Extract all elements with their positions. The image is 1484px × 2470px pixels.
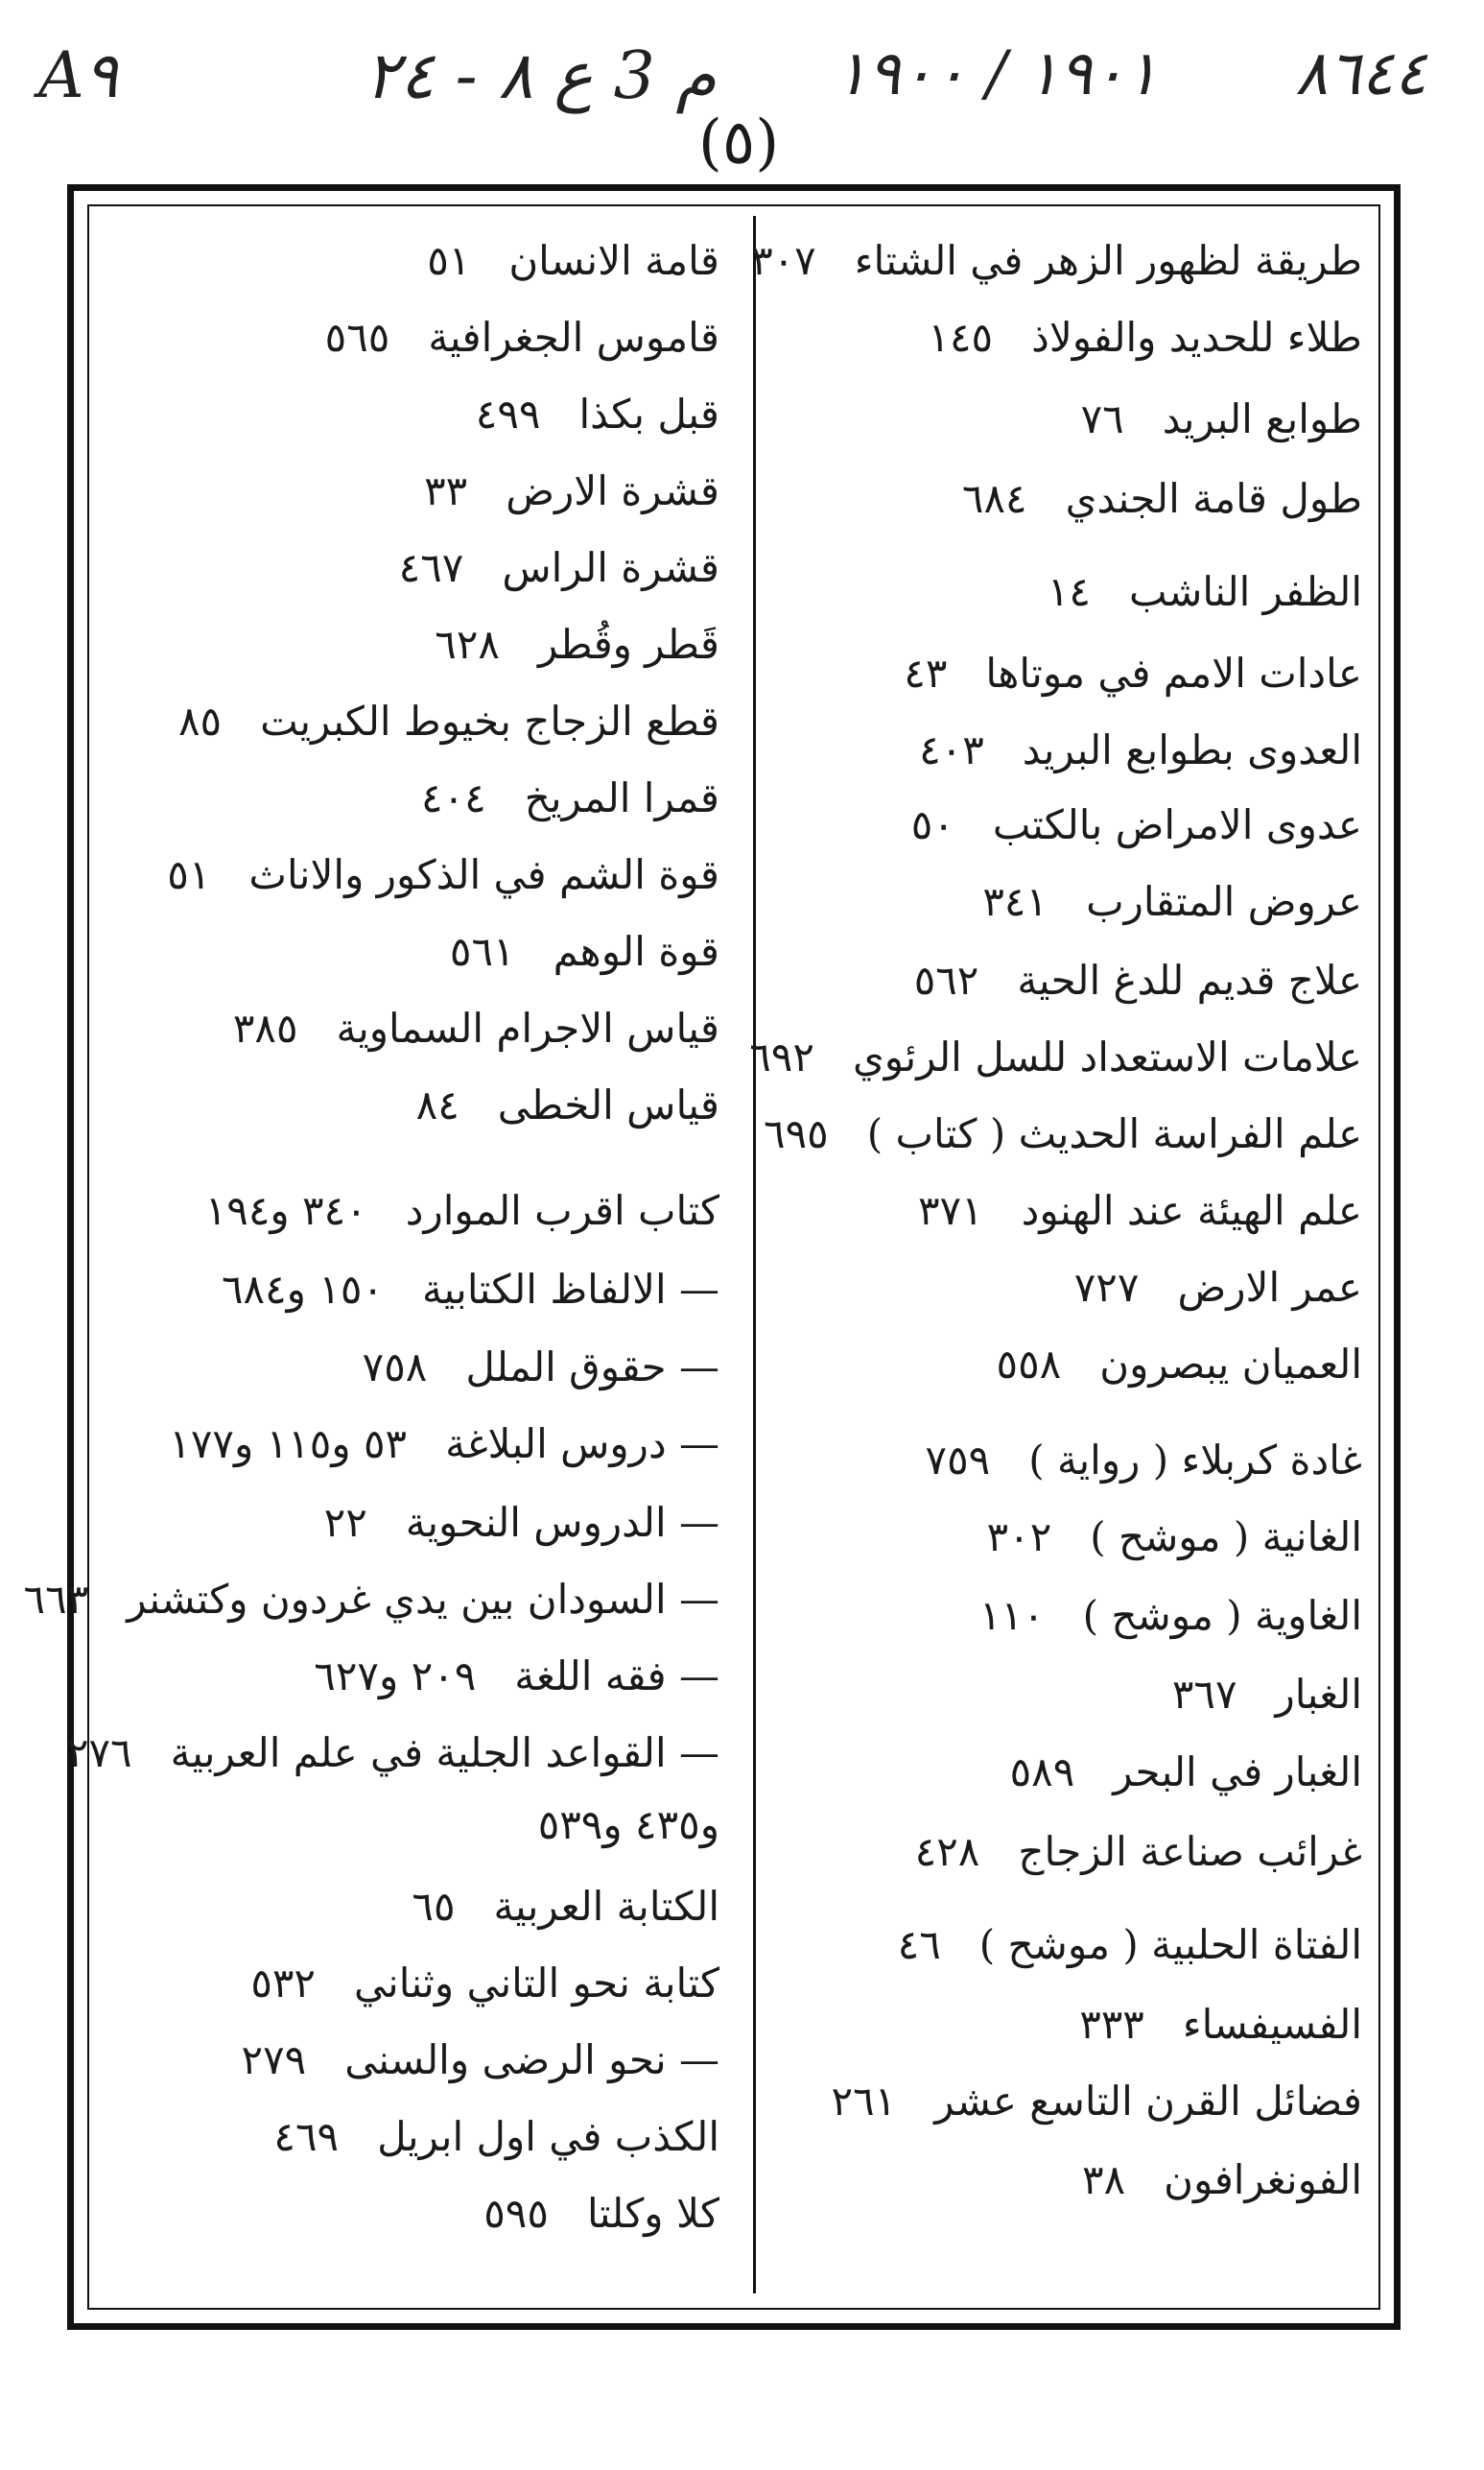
entry-page-number: ٧٥٨ [362, 1343, 428, 1390]
entry-title: علم الفراسة الحديث ( كتاب ) [866, 1110, 1362, 1157]
entry-page-number: ٦٦٣ [23, 1576, 89, 1623]
index-entry [767, 942, 1362, 1019]
index-entry [767, 1249, 1362, 1326]
entry-title: — حقوق الملل [465, 1343, 719, 1390]
entry-title: الغبار [1275, 1671, 1362, 1718]
index-entry [106, 1406, 719, 1483]
entry-title: الغبار في البحر [1113, 1748, 1362, 1795]
entry-page-number: ٤٦٩ [273, 2113, 340, 2160]
index-entry [106, 1484, 719, 1561]
entry-title: قياس الخطى [497, 1081, 719, 1128]
index-entry [106, 299, 719, 376]
index-entry [106, 914, 719, 990]
index-entry [767, 461, 1362, 537]
entry-page-number: ٣٣٣ [1079, 2001, 1144, 2048]
index-entry [751, 223, 1362, 299]
index-entry [106, 683, 719, 760]
index-entry [106, 1868, 719, 1945]
entry-page-number: ٣٣ [424, 467, 468, 514]
entry-page-number: ٥١ [427, 237, 471, 284]
entry-title: علاج قديم للدغ الحية [1017, 957, 1362, 1004]
entry-title: علامات الاستعداد للسل الرئوي [852, 1033, 1362, 1081]
entry-page-number: ٢٧٦ [66, 1729, 132, 1776]
entry-page-number: ٤٩٩ [475, 391, 541, 438]
index-entry [767, 299, 1362, 376]
index-entry [66, 1715, 719, 1792]
index-column-right [749, 223, 1362, 2295]
entry-page-number: ٦٩٢ [749, 1033, 814, 1081]
index-entry [106, 1067, 719, 1144]
entry-title: قمرا المريخ [524, 774, 719, 821]
index-entry [106, 1173, 719, 1249]
index-entry [767, 635, 1362, 712]
index-entry [767, 1173, 1362, 1249]
index-entry [767, 1986, 1362, 2063]
index-entry [106, 2022, 719, 2099]
entry-page-number: ٨٤ [415, 1081, 459, 1128]
index-entry [767, 1326, 1362, 1403]
entry-title: طريقة لظهور الزهر في الشتاء [854, 237, 1362, 284]
entry-page-number: ٥١ [167, 851, 211, 898]
entry-title: — الدروس النحوية [405, 1499, 719, 1546]
entry-title: — الالفاظ الكتابية [421, 1266, 719, 1313]
entry-title: عروض المتقارب [1086, 878, 1362, 925]
entry-page-number: ٢٧٩ [241, 2036, 307, 2083]
entry-page-number: ٣٧١ [917, 1187, 983, 1234]
entry-page-number: ٥٣٢ [250, 1959, 316, 2007]
index-entry [749, 1019, 1362, 1096]
index-entry [764, 1096, 1362, 1173]
entry-title: الظفر الناشب [1128, 568, 1362, 615]
entry-title: العدوى بطوابع البريد [1022, 726, 1362, 773]
entry-title: — فقه اللغة [514, 1652, 719, 1699]
index-entry [106, 1945, 719, 2022]
entry-title: قوة الشم في الذكور والاناث [248, 851, 719, 898]
handwritten-note-right: ٨٦٤٤ [1295, 38, 1427, 109]
entry-page-number: ٣٦٧ [1171, 1671, 1237, 1718]
entry-title: الكتابة العربية [493, 1883, 719, 1930]
entry-title: غرائب صناعة الزجاج [1018, 1828, 1362, 1875]
index-entry [767, 554, 1362, 630]
entry-page-number: ٥٣ و١١٥ و١٧٧ [169, 1420, 408, 1467]
entry-title: قشرة الراس [502, 544, 719, 591]
entry-page-number: ٤٠٤ [421, 774, 486, 821]
index-entry [106, 530, 719, 606]
index-entry [767, 2063, 1362, 2140]
entry-page-number: ٧٥٩ [925, 1437, 991, 1484]
entry-title: الغانية ( موشح ) [1090, 1513, 1362, 1560]
entry-page-number: ٥٠ [910, 801, 954, 848]
entry-title: عادات الامم في موتاها [985, 650, 1362, 697]
entry-page-number: ٧٦ [1080, 395, 1124, 442]
entry-page-number: ٤٦٧ [398, 544, 464, 591]
entry-title: قَطر وقُطر [537, 621, 719, 668]
entry-page-number: ٥٦١ [449, 928, 515, 975]
entry-title: العميان يبصرون [1099, 1341, 1362, 1388]
entry-title: فضائل القرن التاسع عشر [934, 2078, 1362, 2125]
entry-title: قوة الوهم [553, 928, 719, 975]
entry-page-number: ١١٠ [978, 1592, 1045, 1639]
index-entry [767, 1422, 1362, 1499]
entry-page-number: ٦٥ [412, 1883, 456, 1930]
entry-title: غادة كربلاء ( رواية ) [1028, 1437, 1362, 1484]
entry-page-number: ٥٩٥ [483, 2190, 549, 2237]
index-entry [106, 1787, 719, 1864]
entry-title: كتاب اقرب الموارد [405, 1187, 719, 1234]
index-entry [106, 1329, 719, 1406]
entry-page-number: ٤٦ [897, 1921, 941, 1968]
index-column-left [23, 223, 719, 2295]
entry-title: الفونغرافون [1164, 2156, 1362, 2203]
entry-page-number: ٦٩٥ [764, 1110, 829, 1157]
index-entry [767, 1814, 1362, 1890]
entry-title: طلاء للحديد والفولاذ [1031, 314, 1362, 361]
entry-title: قشرة الارض [506, 467, 719, 514]
index-entry [767, 2142, 1362, 2219]
entry-page-number: ٤٠٣ [919, 726, 984, 773]
index-entry [767, 1499, 1362, 1576]
index-entry [106, 760, 719, 837]
entry-page-number: ٤٣ [904, 650, 948, 697]
index-entry [106, 837, 719, 914]
entry-page-number: ٨٥ [177, 698, 223, 745]
index-entry [106, 223, 719, 299]
entry-title: — السودان بين يدي غردون وكتشنر [127, 1576, 719, 1623]
entry-title: قبل بكذا [578, 391, 719, 438]
entry-page-number: ٢٢ [323, 1499, 367, 1546]
entry-title: — نحو الرضى والسنى [344, 2036, 719, 2083]
index-entry [106, 376, 719, 453]
entry-page-number: ٣٤١ [982, 878, 1048, 925]
index-entry [767, 381, 1362, 458]
entry-title: الكذب في اول ابريل [377, 2113, 719, 2160]
entry-title: عدوى الامراض بالكتب [992, 801, 1362, 848]
entry-page-number: ٣٨ [1082, 2156, 1126, 2203]
entry-page-number: ١٤٥ [928, 314, 994, 361]
entry-page-number: ٢٦١ [831, 2078, 897, 2125]
page-number: (٥) [697, 107, 780, 178]
entry-title: الغاوية ( موشح ) [1082, 1592, 1362, 1639]
entry-title: طول قامة الجندي [1065, 475, 1362, 522]
index-entry [767, 1734, 1362, 1811]
index-entry [106, 2099, 719, 2175]
entry-title: عمر الارض [1177, 1264, 1362, 1311]
entry-title: كتابة نحو التاني وثناني [354, 1959, 719, 2007]
entry-page-number: ١٤ [1047, 568, 1091, 615]
entry-title: الفسيفساء [1182, 2001, 1362, 2048]
handwritten-note-middle: م 3 ع ٨ - ٢٤ [365, 38, 717, 114]
entry-title: و٤٣٥ و٥٣٩ [537, 1801, 719, 1848]
entry-page-number: ٢٠٩ و٦٢٧ [314, 1652, 477, 1699]
index-entry [767, 1907, 1362, 1983]
entry-page-number: ٣٠٧ [751, 237, 816, 284]
index-entry [106, 2175, 719, 2252]
entry-title: قياس الاجرام السماوية [336, 1005, 719, 1052]
entry-title: علم الهيئة عند الهنود [1021, 1187, 1362, 1234]
entry-page-number: ٣٠٢ [986, 1513, 1052, 1560]
index-entry [106, 1251, 719, 1328]
entry-page-number: ٤٢٨ [914, 1828, 980, 1875]
index-entry [106, 606, 719, 683]
index-entry [767, 712, 1362, 789]
entry-page-number: ١٥٠ و٦٨٤ [221, 1266, 384, 1313]
entry-page-number: ٥٦٥ [324, 314, 390, 361]
entry-page-number: ٦٢٨ [435, 621, 500, 668]
index-entry [106, 990, 719, 1067]
entry-title: الفتاة الحلبية ( موشح ) [978, 1921, 1362, 1968]
entry-page-number: ٣٨٥ [232, 1005, 298, 1052]
index-entry [106, 1638, 719, 1715]
entry-title: طوابع البريد [1162, 395, 1362, 442]
entry-page-number: ٣٤٠ و١٩٤ [204, 1187, 367, 1234]
entry-title: قامة الانسان [508, 237, 719, 284]
entry-title: قاموس الجغرافية [428, 314, 719, 361]
index-entry [767, 1578, 1362, 1654]
entry-page-number: ٥٨٩ [1009, 1748, 1075, 1795]
index-entry [106, 453, 719, 530]
entry-title: — القواعد الجلية في علم العربية [170, 1729, 719, 1776]
index-entry [767, 787, 1362, 864]
entry-title: — دروس البلاغة [445, 1420, 719, 1467]
handwritten-note-left: A٩ [38, 38, 119, 112]
handwritten-years: ١٩٠١ / ١٩٠٠ [835, 38, 1159, 109]
index-entry [767, 1656, 1362, 1733]
entry-page-number: ٥٦٢ [913, 957, 979, 1004]
column-divider [753, 216, 756, 2293]
entry-page-number: ٧٢٧ [1073, 1264, 1140, 1311]
entry-title: كلا وكلتا [586, 2190, 719, 2237]
index-entry [767, 864, 1362, 940]
entry-page-number: ٥٥٨ [996, 1341, 1062, 1388]
entry-title: قطع الزجاج بخيوط الكبريت [260, 698, 719, 745]
entry-page-number: ٦٨٤ [961, 475, 1027, 522]
index-entry [23, 1561, 719, 1638]
